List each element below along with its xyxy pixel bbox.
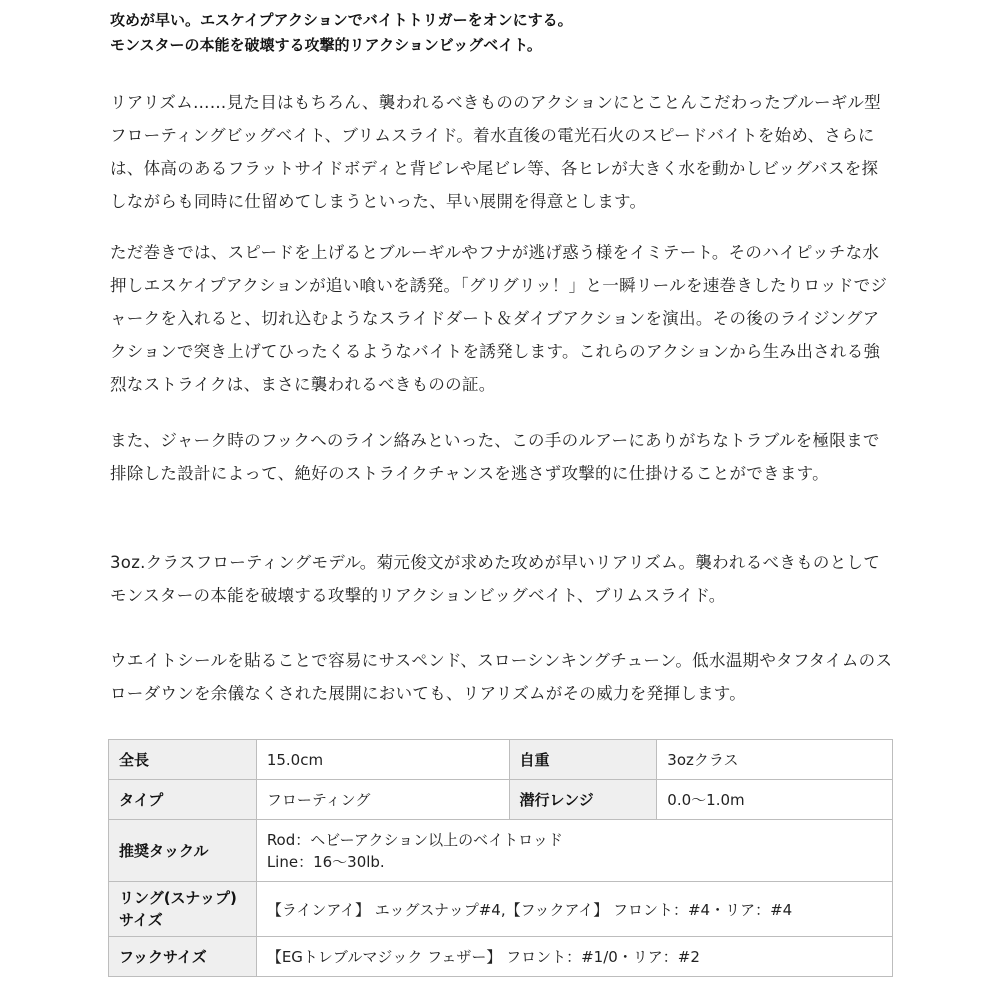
headline	[110, 8, 895, 58]
headline-line-1: 攻めが早い。エスケイプアクションでバイトトリガーをオンにする。	[110, 11, 573, 29]
spec-hook-value: 【EGトレブルマジック フェザー】 フロント：#1/0・リア：#2	[256, 937, 892, 977]
paragraph-model: 3oz.クラスフローティングモデル。菊元俊文が求めた攻めが早いリアリズム。襲われるべきものとしてモンスターの本能を破壊する攻撃的リアクションビッグベイト、ブリムスライド。	[110, 553, 881, 605]
spec-depth-value: 0.0〜1.0m	[657, 780, 893, 820]
spec-ring-label-line-2: サイズ	[119, 911, 163, 929]
paragraph-weight-seal: ウエイトシールを貼ることで容易にサスペンド、スローシンキングチューン。低水温期やタフタイムのスローダウンを余儀なくされた展開においても、リアリズムがその威力を発揮します。	[110, 651, 893, 703]
spec-type-label: タイプ	[109, 780, 257, 820]
spec-tackle-rod: Rod：ヘビーアクション以上のベイトロッド	[266, 830, 563, 849]
spec-ring-value: 【ラインアイ】 エッグスナップ#4,【フックアイ】 フロント：#4・リア：#4	[256, 882, 892, 937]
spec-table	[108, 739, 893, 977]
spec-row-length-weight	[109, 740, 893, 780]
paragraph-design: また、ジャーク時のフックへのライン絡みといった、この手のルアーにありがちなトラブルを極限まで排除した設計によって、絶好のストライクチャンスを逃さず攻撃的に仕掛けることができます。	[110, 431, 880, 483]
spec-ring-label-line-1: リング(スナップ)	[119, 889, 237, 907]
spec-hook-label: フックサイズ	[109, 937, 257, 977]
spec-row-tackle	[109, 820, 893, 882]
spec-weight-label: 自重	[509, 740, 657, 780]
spec-depth-label: 潜行レンジ	[509, 780, 657, 820]
paragraph-realism: リアリズム……見た目はもちろん、襲われるべきもののアクションにとことんこだわったブルーギル型フローティングビッグベイト、ブリムスライド。着水直後の電光石火のスピードバイトを始め、さらには、体高のあるフラットサイドボディと背ビレや尾ビレ等、各ヒレが大きく水を動かしビッグバスを探しながらも同時に仕留めてしまうといった、早い展開を得意とします。	[110, 93, 881, 211]
spec-row-ring	[109, 882, 893, 937]
spec-length-label: 全長	[109, 740, 257, 780]
headline-line-2: モンスターの本能を破壊する攻撃的リアクションビッグベイト。	[110, 36, 542, 54]
spec-type-value: フローティング	[256, 780, 509, 820]
spec-weight-value: 3ozクラス	[657, 740, 893, 780]
spec-row-type-depth	[109, 780, 893, 820]
spec-length-value: 15.0cm	[256, 740, 509, 780]
spec-tackle-line: Line：16〜30lb.	[266, 852, 385, 871]
spec-row-hook	[109, 937, 893, 977]
paragraph-retrieve-action: ただ巻きでは、スピードを上げるとブルーギルやフナが逃げ惑う様をイミテート。そのハイピッチな水押しエスケイプアクションが追い喰いを誘発。「グリグリッ！」と一瞬リールを速巻きしたりロッドでジャークを入れると、切れ込むようなスライドダート＆ダイブアクションを演出。その後のライジングアクションで突き上げてひったくるようなバイトを誘発します。これらのアクションから生み出される強烈なストライクは、まさに襲われるべきものの証。	[110, 243, 888, 394]
spec-ring-label	[109, 882, 257, 937]
spec-tackle-value	[256, 820, 892, 882]
product-description	[110, 0, 895, 703]
spec-tackle-label: 推奨タックル	[109, 820, 257, 882]
